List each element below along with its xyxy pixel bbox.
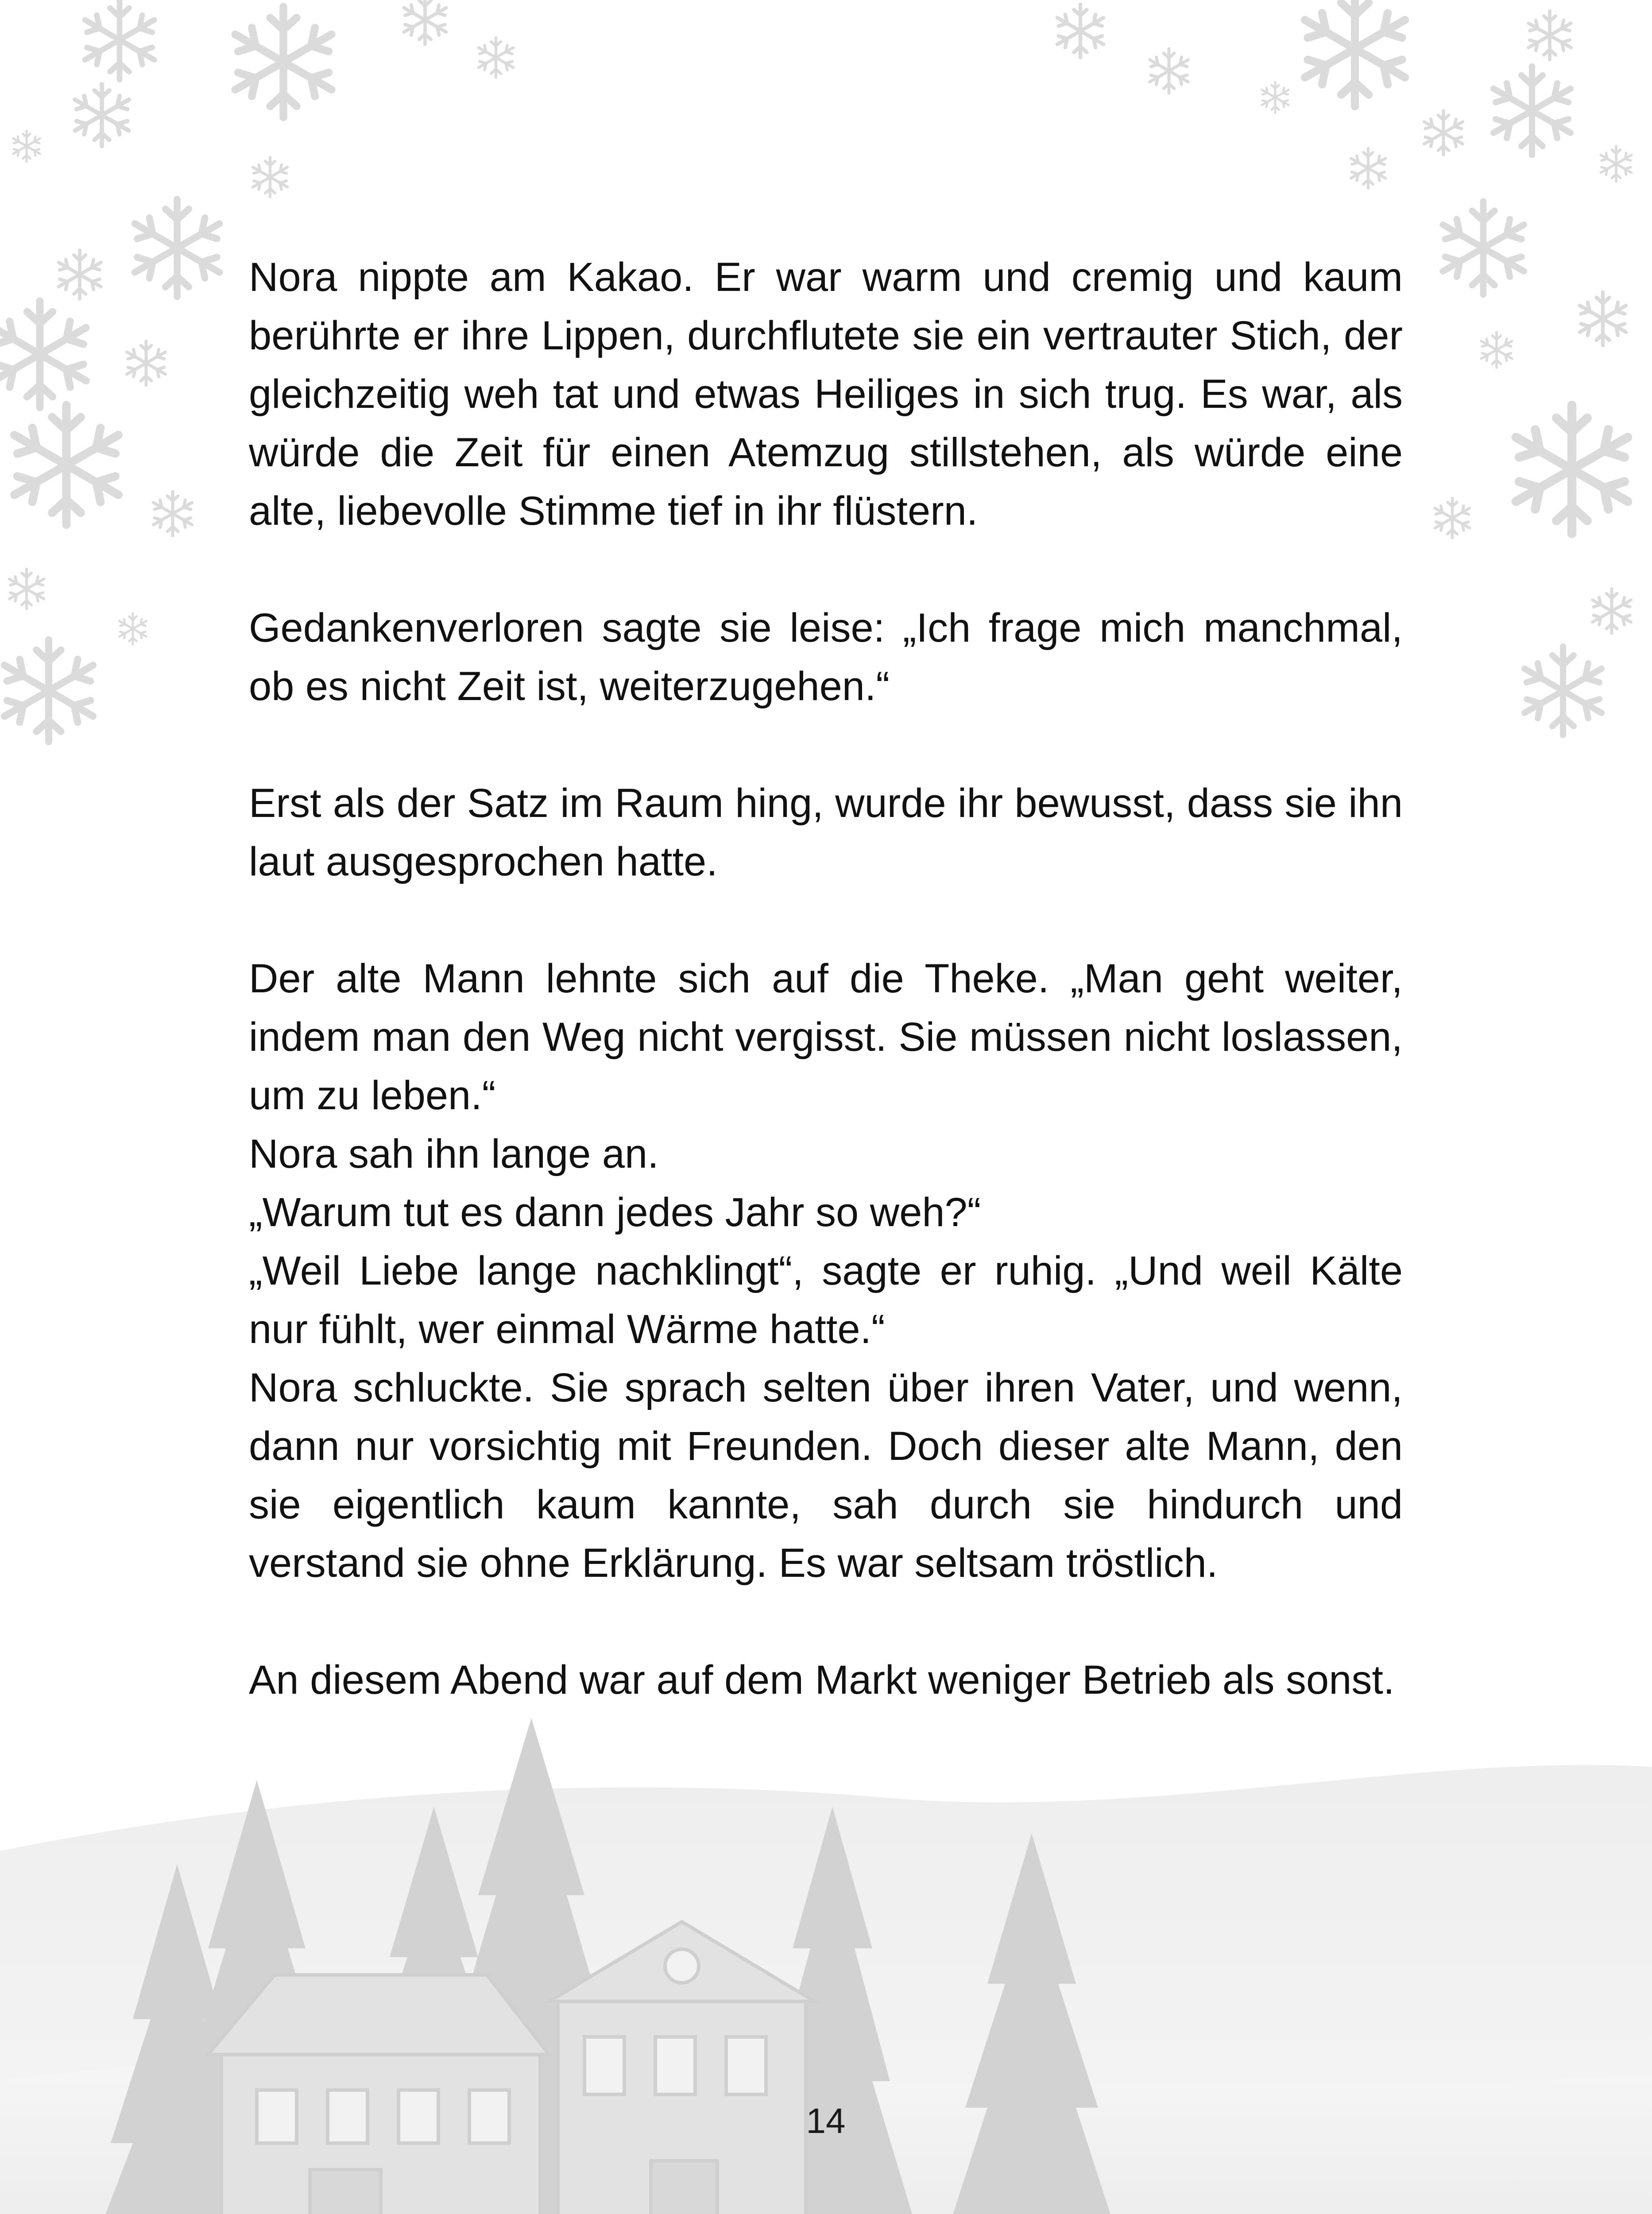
dialogue-line: „Weil Liebe lange nachklingt“, sagte er ruhig. „Und weil Kälte nur fühlt, wer einmal Wärme hatte.“: [249, 1248, 1403, 1352]
dialogue-line: Nora schluckte. Sie sprach selten über ihren Vater, und wenn, dann nur vorsichtig mit Freunden. Doch dieser alte Mann, den sie eigentlich kaum kannte, sah durch sie hindurch und verstand sie ohne Erklärung. Es war seltsam tröstlich.: [249, 1365, 1403, 1586]
paragraph: Erst als der Satz im Raum hing, wurde ihr bewusst, dass sie ihn laut ausgesprochen hatte.: [249, 781, 1403, 884]
dialogue-line: „Warum tut es dann jedes Jahr so weh?“: [249, 1190, 981, 1235]
paragraph: Gedankenverloren sagte sie leise: „Ich frage mich manchmal, ob es nicht Zeit ist, weiterzugehen.“: [249, 605, 1403, 709]
story-text: [249, 248, 1403, 1709]
dialogue-line: Der alte Mann lehnte sich auf die Theke. „Man geht weiter, indem man den Weg nicht vergisst. Sie müssen nicht loslassen, um zu leben.“: [249, 956, 1403, 1118]
paragraph: Nora nippte am Kakao. Er war warm und cremig und kaum berührte er ihre Lippen, durchflutete sie ein vertrauter Stich, der gleichzeitig weh tat und etwas Heiliges in sich trug. Es war, als würde die Zeit für einen Atemzug stillstehen, als würde eine alte, liebevolle Stimme tief in ihr flüstern.: [249, 255, 1403, 534]
dialogue-line: Nora sah ihn lange an.: [249, 1131, 659, 1177]
page-number: 14: [806, 2101, 846, 2140]
closing-paragraph: An diesem Abend war auf dem Markt weniger Betrieb als sonst.: [249, 1657, 1395, 1703]
